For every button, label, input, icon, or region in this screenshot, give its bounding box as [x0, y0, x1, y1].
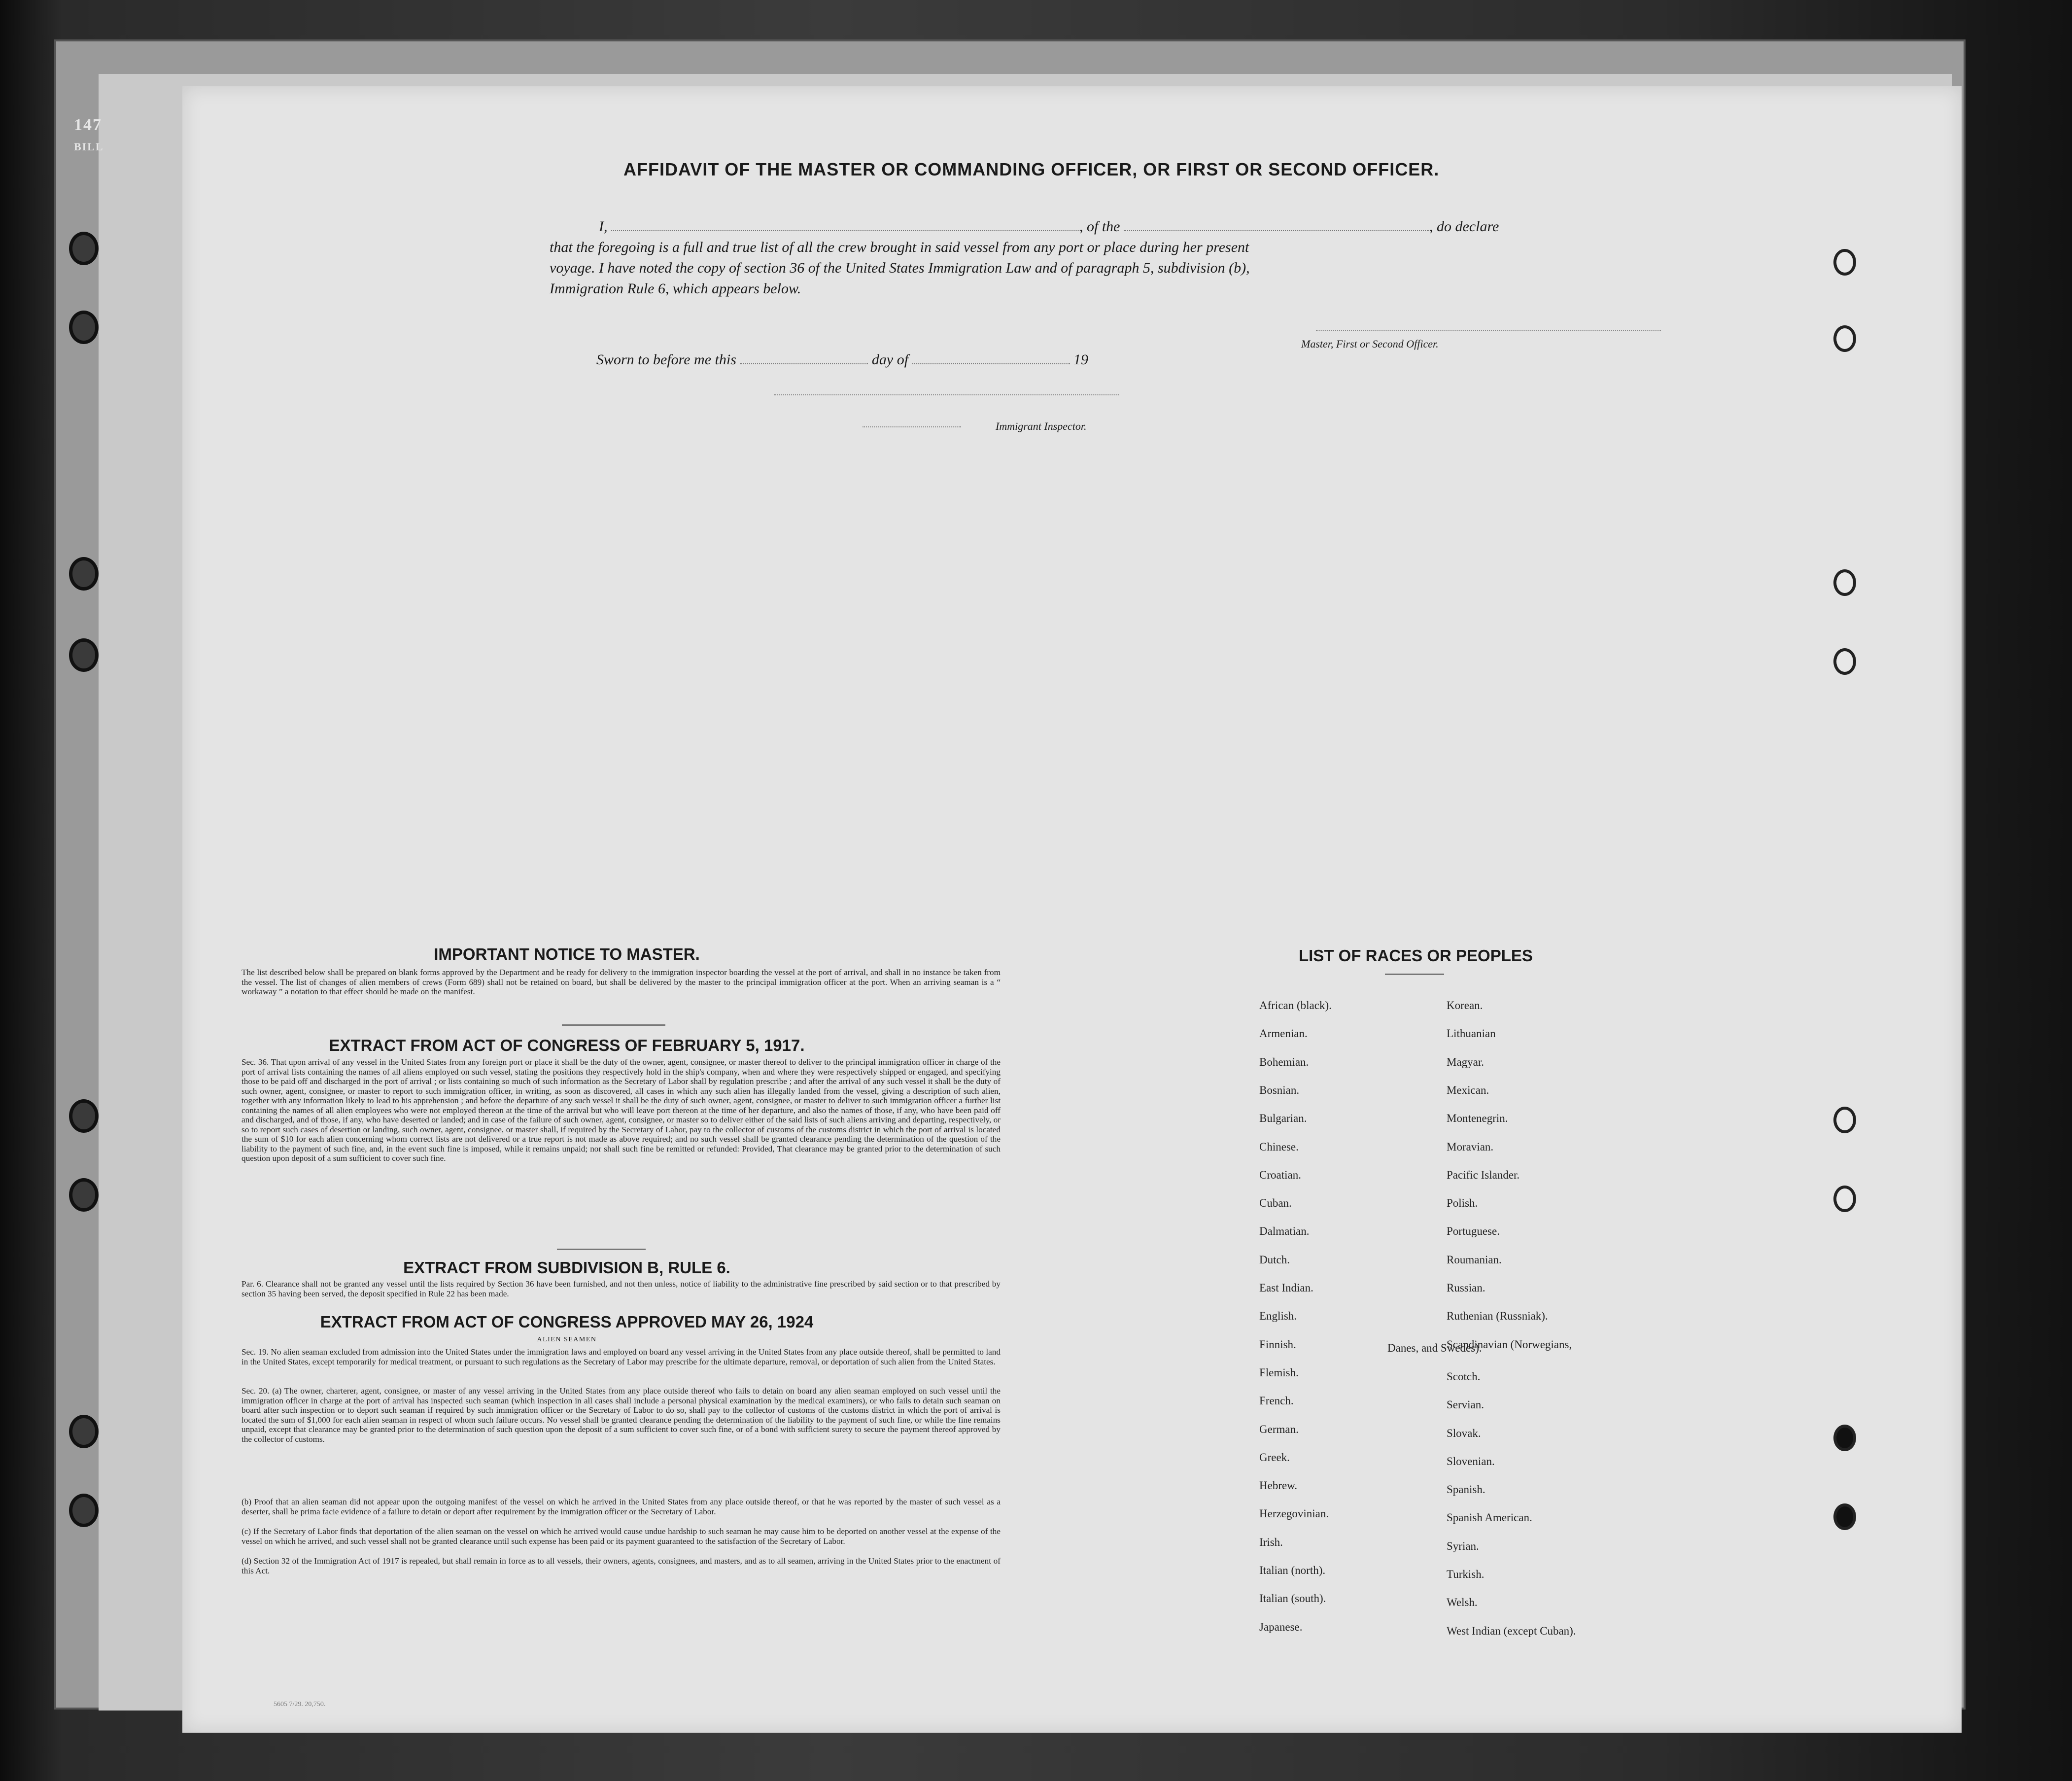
race-item: Scotch.: [1447, 1370, 1481, 1383]
sworn-text: Sworn to before me this: [596, 351, 736, 368]
name-blank: [611, 220, 1079, 231]
binder-ring: [69, 1178, 99, 1212]
rule6-text: Par. 6. Clearance shall not be granted any vessel until the lists required by Section 36 have been furnished, and not then unless, notice of liability to the administrative fine prescribed by said section or to that prescribed by section 35 having been served, the deposit specified in Rule 22 has been made.: [242, 1279, 1001, 1298]
race-item: French.: [1259, 1395, 1294, 1407]
divider: [557, 1249, 646, 1250]
extract-1917-title: EXTRACT FROM ACT OF CONGRESS OF FEBRUARY 5, 1917.: [329, 1036, 805, 1054]
race-item: Italian (north).: [1259, 1564, 1326, 1576]
race-item: Ruthenian (Russniak).: [1447, 1310, 1548, 1323]
manifest-page: [182, 86, 1962, 1733]
inspector-signature-line: [774, 394, 1119, 395]
binder-ring: [69, 311, 99, 344]
punch-hole: [1833, 1107, 1856, 1133]
race-item: Welsh.: [1447, 1596, 1478, 1609]
race-item: Spanish American.: [1447, 1511, 1532, 1524]
punch-hole: [1833, 569, 1856, 596]
race-item: Slovak.: [1447, 1427, 1481, 1439]
race-item: English.: [1259, 1310, 1297, 1323]
race-item: Bohemian.: [1259, 1055, 1309, 1068]
notice-title: IMPORTANT NOTICE TO MASTER.: [434, 945, 700, 963]
affidavit-line-3: voyage. I have noted the copy of section 36 of the United States Immigration Law and of paragraph 5, subdivision (b),: [550, 260, 1250, 276]
race-item: Slovenian.: [1447, 1455, 1495, 1467]
margin-mark-bottom: BILL: [74, 140, 104, 153]
race-item: Greek.: [1259, 1451, 1290, 1464]
race-item: Bulgarian.: [1259, 1112, 1307, 1125]
race-item: Polish.: [1447, 1197, 1478, 1210]
binder-ring: [69, 1099, 99, 1133]
binder-ring: [69, 557, 99, 591]
race-item: Dutch.: [1259, 1253, 1290, 1266]
affidavit-line-2: that the foregoing is a full and true list of all the crew brought in said vessel from any port or place during her present: [550, 239, 1249, 255]
race-item: Magyar.: [1447, 1055, 1485, 1068]
race-item: Servian.: [1447, 1398, 1485, 1411]
race-item: Pacific Islander.: [1447, 1168, 1520, 1181]
race-item: Montenegrin.: [1447, 1112, 1508, 1125]
extract-1924-sec20a: Sec. 20. (a) The owner, charterer, agent, consignee, or master of any vessel arriving in the United States from any place outside thereof who fails to detain on board any alien seaman employed on such vessel until the immigration officer in charge at the port of arrival has inspected such seaman (which inspection in all cases shall include a personal physical examination by the medical examiners), or who fails to detain such seaman on board after such inspection or to deport such seaman if required by such immigration officer or the Secretary of Labor to do so, shall pay to the collector of customs of the customs district in which the port of arrival is located the sum of $1,000 for each alien seaman in respect of whom such failure occurs. No vessel shall be granted clearance pending the determination of the liability to the payment of such fine, or while the fine remains unpaid, except that clearance may be granted prior to the determination of such question upon the deposit of a sum sufficient to cover such fine, or of a bond with sufficient surety to secure the payment thereof approved by the collector of customs.: [242, 1386, 1001, 1444]
sworn-line: [596, 351, 1088, 368]
race-item: Irish.: [1259, 1536, 1283, 1548]
race-item: Hebrew.: [1259, 1479, 1298, 1492]
race-item: Portuguese.: [1447, 1225, 1500, 1238]
race-item: African (black).: [1259, 999, 1332, 1012]
race-item: Chinese.: [1259, 1140, 1299, 1153]
race-item: Korean.: [1447, 999, 1483, 1012]
race-item: Russian.: [1447, 1282, 1485, 1294]
races-title: LIST OF RACES OR PEOPLES: [1299, 946, 1533, 965]
margin-mark-top: 147: [74, 116, 102, 134]
race-item: Italian (south).: [1259, 1592, 1326, 1605]
race-item: Armenian.: [1259, 1027, 1308, 1040]
binder-ring: [69, 638, 99, 672]
extract-1917-text: Sec. 36. That upon arrival of any vessel in the United States from any foreign port or place it shall be the duty of the owner, agent, consignee, or master thereof to deliver to the principal immigration officer in charge of the port of arrival lists containing the names of all aliens employed on such vessel, stating the positions they respectively hold in the ship's company, when and where they were respectively shipped or engaged, and specifying those to be paid off and discharged in the port of arrival ; or lists containing so much of such information as the Secretary of Labor shall by regulation prescribe ; and after the arrival of any such vessel it shall be the duty of such owner, agent, consignee, or master to report to such immigration officer, in writing, as soon as discovered, all cases in which any such alien has illegally landed from the vessel, giving a description of such alien, together with any information likely to lead to his apprehension ; and before the departure of any such vessel it shall be the duty of such owner, agent, consignee, or master to deliver to such immigration officer a further list containing the names of all alien employees who were not employed thereon at the time of the arrival but who will leave port thereon at the time of her departure, and also the names of those, if any, who have been paid off and discharged, and of those, if any, who have deserted or landed; and in case of the failure of such owner, agent, consignee, or master so to deliver either of the said lists of such aliens arriving and departing, respectively, or so to report such cases of desertion or landing, such owner, agent, consignee, or master shall, if required by the Secretary of Labor, pay to the collector of customs of the customs district in which the port of arrival is located the sum of $10 for each alien concerning whom correct lists are not delivered or a true report is not made as above required; and no such vessel shall be granted clearance pending the determination of the question of the liability to the payment of such fine, and, in the event such fine is imposed, while it remains unpaid; nor shall such fine be remitted or refunded: Provided, That clearance may be granted prior to the determination of such question upon deposit of a sum sufficient to cover such fine.: [242, 1057, 1001, 1163]
day-of-text: day of: [871, 351, 909, 368]
affidavit-line-4: Immigration Rule 6, which appears below.: [550, 280, 801, 297]
inspector-dots: [863, 426, 961, 427]
affidavit-line-1: [599, 218, 1499, 235]
extract-1924-sec20b: (b) Proof that an alien seaman did not appear upon the outgoing manifest of the vessel on which he arrived in the United States from any place outside thereof, or that he was reported by the master of such vessel as a deserter, shall be prima facie evidence of a failure to detain or deport after requirement by the immigration officer or the Secretary of Labor.: [242, 1497, 1001, 1516]
extract-1924-sec20d: (d) Section 32 of the Immigration Act of 1917 is repealed, but shall remain in force as to all vessels, their owners, agents, consignees, and masters, and as to all seamen, arriving in the United States prior to the enactment of this Act.: [242, 1556, 1001, 1575]
binder-ring: [69, 1415, 99, 1448]
affidavit-declare: , do declare: [1429, 218, 1499, 235]
race-item: Lithuanian: [1447, 1027, 1496, 1040]
rule6-title: EXTRACT FROM SUBDIVISION B, RULE 6.: [403, 1258, 730, 1277]
race-item: East Indian.: [1259, 1282, 1313, 1294]
race-item: Mexican.: [1447, 1083, 1489, 1096]
binder-ring: [69, 232, 99, 265]
affidavit-of-the: , of the: [1079, 218, 1120, 235]
race-item: West Indian (except Cuban).: [1447, 1624, 1576, 1637]
race-item: German.: [1259, 1423, 1299, 1435]
punch-hole: [1833, 1425, 1856, 1451]
punch-hole: [1833, 249, 1856, 276]
race-item: Syrian.: [1447, 1539, 1479, 1552]
year-text: 19: [1073, 351, 1089, 368]
affidavit-title: AFFIDAVIT OF THE MASTER OR COMMANDING OFFICER, OR FIRST OR SECOND OFFICER.: [623, 159, 1440, 179]
race-item: Turkish.: [1447, 1568, 1485, 1580]
binder-ring: [69, 1494, 99, 1527]
race-item: Spanish.: [1447, 1483, 1485, 1496]
race-item: Croatian.: [1259, 1168, 1301, 1181]
notice-text: The list described below shall be prepared on blank forms approved by the Department and be ready for delivery to the immigration inspector boarding the vessel at the port of arrival, and shall in no instance be taken from the vessel. The list of changes of alien members of crews (Form 689) shall not be retained on board, but shall be delivered by the master to the principal immigration officer at the port. When an arriving seaman is a “ workaway ” a notation to that effect should be made on the manifest.: [242, 968, 1001, 996]
divider: [1385, 974, 1444, 975]
punch-hole: [1833, 648, 1856, 675]
extract-1924-title: EXTRACT FROM ACT OF CONGRESS APPROVED MAY 26, 1924: [320, 1313, 814, 1331]
race-item: Scandinavian (Norwegians,: [1447, 1338, 1572, 1351]
punch-hole: [1833, 1186, 1856, 1212]
master-signature-line: [1316, 330, 1661, 331]
month-blank: [912, 353, 1070, 364]
affidavit-i: I,: [599, 218, 608, 235]
race-item: Flemish.: [1259, 1366, 1299, 1379]
punch-hole: [1833, 1503, 1856, 1530]
race-item: Dalmatian.: [1259, 1225, 1310, 1238]
race-item: Japanese.: [1259, 1620, 1303, 1633]
inspector-label: Immigrant Inspector.: [996, 420, 1087, 432]
extract-1924-subtitle: ALIEN SEAMEN: [537, 1336, 597, 1343]
form-code: 5605 7/29. 20,750.: [274, 1701, 326, 1708]
extract-1924-sec19: Sec. 19. No alien seaman excluded from admission into the United States under the immigration laws and employed on board any vessel arriving in the United States from any place outside thereof, shall be permitted to land in the United States, except temporarily for medical treatment, or pursuant to such regulations as the Secretary of Labor may prescribe for the ultimate departure, removal, or deportation of such alien from the United States.: [242, 1347, 1001, 1366]
race-item: Bosnian.: [1259, 1083, 1300, 1096]
vessel-blank: [1124, 220, 1429, 231]
race-item: Finnish.: [1259, 1338, 1296, 1351]
divider: [562, 1024, 665, 1026]
race-item: Roumanian.: [1447, 1253, 1502, 1266]
extract-1924-sec20c: (c) If the Secretary of Labor finds that deportation of the alien seaman on the vessel on which he arrived would cause undue hardship to such seaman he may cause him to be deported on another vessel at the expense of the vessel on which he arrived, and such vessel shall not be granted clearance until such expense has been paid or its payment guaranteed to the satisfaction of the Secretary of Labor.: [242, 1527, 1001, 1546]
race-item: Herzegovinian.: [1259, 1507, 1329, 1520]
race-item: Cuban.: [1259, 1197, 1292, 1210]
race-item: Danes, and Swedes).: [1387, 1342, 1482, 1354]
punch-hole: [1833, 325, 1856, 352]
master-label: Master, First or Second Officer.: [1301, 338, 1439, 350]
day-blank: [740, 353, 868, 364]
race-item: Moravian.: [1447, 1140, 1494, 1153]
